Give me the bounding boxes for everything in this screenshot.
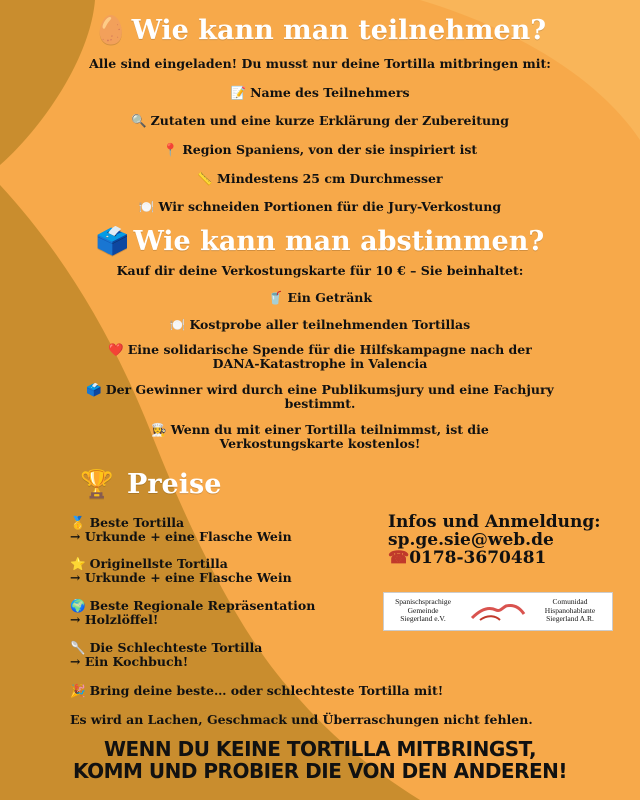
info-phone[interactable]: ☎0178-3670481 [388, 548, 547, 568]
heart-icon: ❤️ [108, 342, 124, 357]
telephone-icon: ☎ [388, 548, 410, 568]
vote-item: 🥤 Ein Getränk [267, 290, 373, 305]
vote-item: 🗳️ Der Gewinner wird durch eine Publikumsjury und eine Fachjury bestimmt. [86, 382, 554, 411]
ruler-icon: 📏 [197, 171, 213, 186]
footer-line-1: WENN DU KEINE TORTILLA MITBRINGST, [103, 737, 537, 761]
ballot-box-icon: 🗳️ [95, 226, 130, 257]
info-email[interactable]: sp.ge.sie@web.de [388, 530, 554, 550]
plate-icon: 🍽️ [169, 317, 186, 332]
logo-left-text: Spanischsprachige Gemeinde Siegerland e.V. [395, 597, 451, 623]
participate-intro: Alle sind eingeladen! Du musst nur deine Tortilla mitbringen mit: [89, 56, 551, 71]
trophy-icon: 🏆 [80, 469, 114, 500]
fun-line: Es wird an Lachen, Geschmack und Überraschungen nicht fehlen. [70, 712, 533, 727]
participate-item: 📏 Mindestens 25 cm Durchmesser [197, 171, 443, 186]
info-block [388, 513, 601, 567]
pin-icon: 📍 [162, 142, 179, 157]
drink-icon: 🥤 [267, 290, 284, 305]
ballot-box-icon: 🗳️ [86, 382, 102, 397]
handshake-icon [470, 596, 526, 626]
participate-item: 📝 Name des Teilnehmers [230, 85, 410, 100]
prize-item: 🥇 Beste Tortilla → Urkunde + eine Flasche Wein [70, 515, 292, 544]
magnifier-icon: 🔍 [131, 113, 147, 128]
community-logo [383, 592, 613, 631]
vote-item: 🍽️ Kostprobe aller teilnehmenden Tortillas [169, 317, 471, 332]
cook-icon: 👩‍🍳 [151, 422, 167, 437]
memo-icon: 📝 [230, 85, 247, 100]
prize-item: 🥄 Die Schlechteste Tortilla → Ein Kochbuch! [70, 640, 263, 669]
globe-icon: 🌍 [70, 598, 86, 613]
party-icon: 🎉 [70, 683, 86, 698]
prize-item: 🌍 Beste Regionale Repräsentation → Holzlöffel! [70, 598, 316, 627]
bring-line: 🎉 Bring deine beste… oder schlechteste Tortilla mit! [70, 683, 444, 698]
plate-icon: 🍽️ [138, 199, 155, 214]
participate-item: 🍽️ Wir schneiden Portionen für die Jury-Verkostung [138, 199, 502, 214]
star-icon: ⭐ [70, 556, 86, 571]
vote-item: 👩‍🍳 Wenn du mit einer Tortilla teilnimmst, ist die Verkostungskarte kostenlos! [151, 422, 489, 451]
vote-intro: Kauf dir deine Verkostungskarte für 10 € – Sie beinhaltet: [116, 263, 524, 278]
vote-item: ❤️ Eine solidarische Spende für die Hilfskampagne nach der DANA-Katastrophe in Valencia [108, 342, 532, 371]
participate-item: 🔍 Zutaten und eine kurze Erklärung der Zubereitung [131, 113, 509, 128]
prizes-title: 🏆 Preise [80, 469, 222, 500]
info-label: Infos und Anmeldung: [388, 512, 601, 532]
prize-item: ⭐ Originellste Tortilla → Urkunde + eine Flasche Wein [70, 556, 292, 585]
participate-item: 📍 Region Spaniens, von der sie inspiriert ist [162, 142, 478, 157]
footer-line-2: KOMM UND PROBIER DIE VON DEN ANDEREN! [72, 759, 568, 783]
spoon-icon: 🥄 [70, 640, 86, 655]
medal-icon: 🥇 [70, 515, 86, 530]
egg-icon: 🥚 [93, 15, 128, 46]
logo-right-text: Comunidad Hispanohablante Siegerland A.R. [544, 597, 596, 623]
participate-title: 🥚 Wie kann man teilnehmen? [93, 15, 547, 46]
vote-title: 🗳️ Wie kann man abstimmen? [95, 226, 545, 257]
